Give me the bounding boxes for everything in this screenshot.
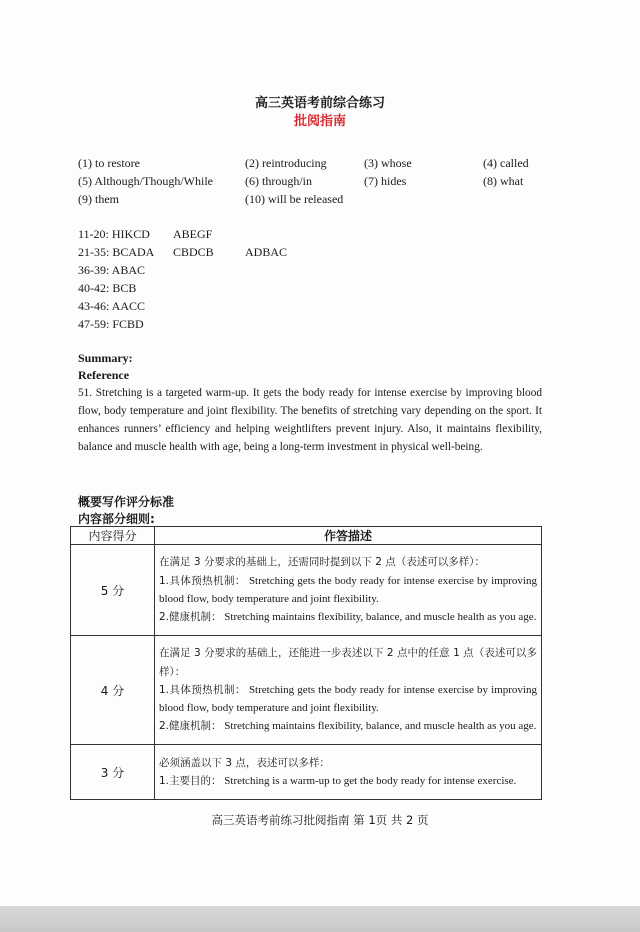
row-intro: 必须涵盖以下 3 点，表述可以多样： — [159, 756, 330, 769]
rubric-table — [70, 526, 542, 800]
point-2 — [159, 717, 537, 735]
page-footer: 高三英语考前练习批阅指南 第 1页 共 2 页 — [211, 813, 429, 827]
answer-4: (4) called — [483, 156, 529, 170]
point-1 — [159, 772, 537, 790]
point-1 — [159, 572, 537, 609]
answer-8: (8) what — [483, 174, 524, 188]
answer-3: (3) whose — [364, 156, 412, 170]
score-cell: 3 分 — [71, 745, 155, 800]
point-2 — [159, 608, 537, 626]
point-label: 1.具体预热机制： — [159, 683, 246, 696]
rubric-heading: 概要写作评分标准 — [78, 495, 175, 509]
viewer-bottom-bar — [0, 906, 640, 932]
point-label: 1.主要目的： — [159, 775, 222, 787]
point-text: Stretching maintains flexibility, balance, and muscle health as you age. — [221, 611, 537, 624]
point-1 — [159, 681, 537, 718]
rubric-subheading: 内容部分细则: — [78, 512, 155, 526]
mc-row-1-b: ABEGF — [173, 227, 213, 241]
table-row — [71, 545, 542, 636]
point-label: 2.健康机制： — [159, 611, 222, 624]
table-row — [71, 636, 542, 745]
table-header-row — [71, 527, 542, 545]
point-text: Stretching maintains flexibility, balance, and muscle health as you age. — [221, 720, 537, 733]
answer-1: (1) to restore — [78, 156, 140, 170]
point-text: Stretching is a warm-up to get the body ready for intense exercise. — [221, 775, 517, 787]
mc-row-2: 21-35: BCADA — [78, 245, 155, 259]
row-intro: 在满足 3 分要求的基础上，还能进一步表述以下 2 点中的任意 1 点（表述可以多样）： — [159, 647, 537, 678]
answer-5: (5) Although/Though/While — [78, 174, 213, 188]
reference-heading: Reference — [78, 368, 130, 382]
header-score: 内容得分 — [71, 527, 155, 545]
point-text: Stretching gets the body ready for intense exercise by improving blood flow, body temperature and joint flexibility. — [159, 683, 537, 715]
document-title: 高三英语考前综合练习 — [254, 96, 385, 111]
point-label: 2.健康机制： — [159, 720, 222, 733]
summary-heading: Summary: — [78, 351, 133, 365]
mc-row-2-b: CBDCB — [173, 245, 214, 259]
answer-7: (7) hides — [364, 174, 407, 188]
description-cell — [155, 745, 542, 800]
mc-row-2-c: ADBAC — [245, 245, 288, 259]
answer-6: (6) through/in — [245, 174, 312, 188]
description-cell — [155, 636, 542, 745]
description-cell — [155, 545, 542, 636]
mc-row-1: 11-20: HIKCD — [78, 227, 150, 241]
mc-row-3: 36-39: ABAC — [78, 263, 146, 277]
point-text: Stretching gets the body ready for intense exercise by improving blood flow, body temperature and joint flexibility. — [159, 574, 537, 605]
answer-10: (10) will be released — [245, 192, 344, 206]
table-row — [71, 745, 542, 800]
row-intro: 在满足 3 分要求的基础上，还需同时提到以下 2 点（表述可以多样）： — [159, 556, 485, 569]
reference-paragraph: 51. Stretching is a targeted warm-up. It gets the body ready for intense exercise by improving blood flow, body temperature and joint flexibility. The benefits of stretching vary depending on the sport. It enhances runners’ efficiency and helping weightlifters prevent injury. Also, it maintains flexibility, balance and muscle health with age, being a long-term investment in physical well-being. — [78, 387, 542, 453]
answer-9: (9) them — [78, 192, 119, 206]
answer-2: (2) reintroducing — [245, 156, 327, 170]
point-label: 1.具体预热机制： — [159, 574, 246, 587]
score-cell: 4 分 — [71, 636, 155, 745]
header-description: 作答描述 — [155, 527, 542, 545]
score-cell: 5 分 — [71, 545, 155, 636]
mc-row-4: 40-42: BCB — [78, 281, 137, 295]
mc-row-6: 47-59: FCBD — [78, 317, 144, 331]
document-subtitle: 批阅指南 — [293, 114, 346, 129]
mc-row-5: 43-46: AACC — [78, 299, 146, 313]
